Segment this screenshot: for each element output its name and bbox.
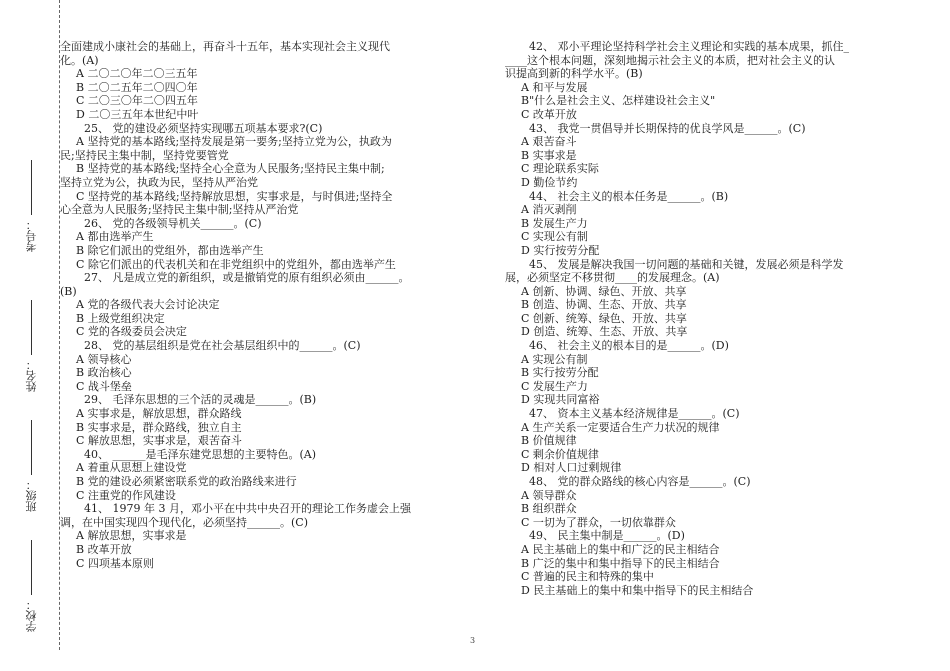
option-line: C 注重党的作风建设 — [76, 488, 176, 502]
binding-margin — [0, 0, 60, 671]
question-line: 49、 民主集中制是______。(D) — [529, 529, 685, 543]
left-column — [60, 40, 470, 570]
question-line: 43、 我党一贯倡导并长期保持的优良学风是______。(C) — [529, 121, 806, 135]
exam-no-field — [24, 160, 40, 252]
option-line: B 坚持党的基本路线;坚持全心全意为人民服务;坚持民主集中制; — [76, 162, 385, 176]
option-line: A 消灭剥削 — [521, 203, 577, 217]
exam-no-label: 考号： — [25, 219, 38, 252]
question-line: 29、 毛泽东思想的三个活的灵魂是______。(B) — [84, 393, 317, 407]
option-line: C 实现公有制 — [521, 230, 588, 244]
option-line: B 价值规律 — [521, 434, 577, 448]
class-label: 班级： — [25, 479, 38, 512]
school-field — [24, 540, 40, 632]
option-line: B 二〇二五年二〇四〇年 — [76, 80, 198, 94]
option-line: B 实事求是，群众路线，独立自主 — [76, 420, 242, 434]
text-line: 全面建成小康社会的基础上，再奋斗十五年，基本实现社会主义现代 — [60, 40, 390, 53]
option-line: C 二〇三〇年二〇四五年 — [76, 94, 198, 108]
option-line: A 民主基础上的集中和广泛的民主相结合 — [521, 542, 720, 556]
question-cont-line: 调，在中国实现四个现代化，必须坚持______。(C) — [60, 515, 308, 529]
option-line: B 政治核心 — [76, 366, 132, 380]
question-line: 46、 社会主义的根本目的是______。(D) — [529, 339, 729, 353]
option-line: C 四项基本原则 — [76, 556, 154, 570]
option-line: B"什么是社会主义、怎样建设社会主义" — [521, 94, 716, 108]
option-line: C 普遍的民主和特殊的集中 — [521, 570, 654, 584]
option-line: A 实现公有制 — [521, 352, 588, 366]
option-line: B 发展生产力 — [521, 216, 588, 230]
question-cont-line: (B) — [60, 284, 77, 298]
option-line: C 一切为了群众，一切依靠群众 — [521, 515, 676, 529]
option-cont-line: 心全意为人民服务;坚持民主集中制;坚持从严治党 — [60, 203, 299, 217]
question-cont-line: 识提高到新的科学水平。(B) — [505, 67, 643, 81]
class-blank — [32, 420, 33, 475]
question-line: 27、 凡是成立党的新组织，或是撤销党的原有组织必须由______。 — [84, 271, 410, 285]
option-line: C 创新、统筹、绿色、开放、共享 — [521, 311, 687, 325]
option-line: A 党的各级代表大会讨论决定 — [76, 298, 220, 312]
option-line: C 解放思想，实事求是，艰苦奋斗 — [76, 434, 242, 448]
option-line: D 创造、统筹、生态、开放、共享 — [521, 325, 688, 339]
text-line: 化。(A) — [60, 53, 99, 67]
question-line: 44、 社会主义的根本任务是______。(B) — [529, 189, 729, 203]
option-line: B 实事求是 — [521, 148, 577, 162]
school-blank — [32, 540, 33, 595]
question-cont-line: ____这个根本问题，深刻地揭示社会主义的本质，把对社会主义的认 — [505, 53, 835, 67]
option-line: C 战斗堡垒 — [76, 379, 132, 393]
option-line: A 生产关系一定要适合生产力状况的规律 — [521, 420, 720, 434]
option-cont-line: 民;坚持民主集中制，坚持党要管党 — [60, 148, 229, 162]
option-line: C 改革开放 — [521, 107, 577, 121]
name-blank — [32, 300, 33, 355]
option-line: B 创造、协调、生态、开放、共享 — [521, 298, 687, 312]
option-line: A 创新、协调、绿色、开放、共享 — [521, 284, 687, 298]
option-line: A 都由选举产生 — [76, 230, 154, 244]
option-line: A 领导群众 — [521, 488, 577, 502]
question-line: 47、 资本主义基本经济规律是______。(C) — [529, 407, 740, 421]
option-line: D 民主基础上的集中和集中指导下的民主相结合 — [521, 583, 754, 597]
option-line: D 实行按劳分配 — [521, 243, 600, 257]
question-line: 28、 党的基层组织是党在社会基层组织中的______。(C) — [84, 339, 361, 353]
option-line: D 相对人口过剩规律 — [521, 461, 622, 475]
question-line: 48、 党的群众路线的核心内容是______。(C) — [529, 475, 751, 488]
option-line: D 实现共同富裕 — [521, 393, 600, 407]
question-line: 40、 ______是毛泽东建党思想的主要特色。(A) — [84, 447, 317, 461]
option-line: C 除它们派出的代表机关和在非党组织中的党组外，都由选举产生 — [76, 257, 396, 271]
option-line: C 党的各级委员会决定 — [76, 325, 187, 339]
option-line: B 党的建设必须紧密联系党的政治路线来进行 — [76, 475, 297, 488]
option-line: C 剩余价值规律 — [521, 447, 599, 461]
question-line: 25、 党的建设必须坚持实现哪五项基本要求?(C) — [84, 121, 323, 135]
name-field — [24, 300, 40, 392]
option-line: B 组织群众 — [521, 502, 577, 516]
option-line: A 着重从思想上建设党 — [76, 461, 187, 475]
option-line: C 理论联系实际 — [521, 162, 599, 176]
question-line: 45、 发展是解决我国一切问题的基础和关键，发展必须是科学发 — [529, 257, 844, 271]
question-line: 26、 党的各级领导机关______。(C) — [84, 216, 262, 230]
option-line: C 发展生产力 — [521, 379, 588, 393]
option-line: C 坚持党的基本路线;坚持解放思想，实事求是，与时俱进;坚持全 — [76, 189, 393, 203]
school-label: 学校： — [25, 599, 38, 632]
question-cont-line: 展，必须坚定不移贯彻____的发展理念。(A) — [505, 271, 720, 285]
exam-no-blank — [32, 160, 33, 215]
option-line: A 领导核心 — [76, 352, 132, 366]
option-line: A 艰苦奋斗 — [521, 135, 577, 149]
option-line: A 和平与发展 — [521, 80, 588, 94]
option-line: A 解放思想，实事求是 — [76, 529, 187, 543]
option-line: B 除它们派出的党组外，都由选举产生 — [76, 243, 264, 257]
option-line: B 实行按劳分配 — [521, 366, 599, 380]
option-line: B 改革开放 — [76, 542, 132, 556]
right-column — [505, 40, 913, 597]
option-line: A 二〇二〇年二〇三五年 — [76, 67, 198, 81]
name-label: 姓名： — [25, 359, 38, 392]
option-line: B 广泛的集中和集中指导下的民主相结合 — [521, 556, 720, 570]
option-line: D 勤俭节约 — [521, 175, 578, 189]
question-line: 41、 1979 年 3 月，邓小平在中共中央召开的理论工作务虚会上强 — [84, 502, 411, 516]
option-line: D 二〇三五年本世纪中叶 — [76, 107, 199, 121]
option-line: B 上级党组织决定 — [76, 311, 165, 325]
class-field — [24, 420, 40, 512]
option-cont-line: 坚持立党为公，执政为民，坚持从严治党 — [60, 175, 258, 189]
page-number: 3 — [470, 636, 476, 645]
option-line: A 实事求是，解放思想，群众路线 — [76, 407, 242, 421]
option-line: A 坚持党的基本路线;坚持发展是第一要务;坚持立党为公，执政为 — [76, 135, 392, 149]
question-line: 42、 邓小平理论坚持科学社会主义理论和实践的基本成果，抓住_ — [529, 40, 849, 53]
